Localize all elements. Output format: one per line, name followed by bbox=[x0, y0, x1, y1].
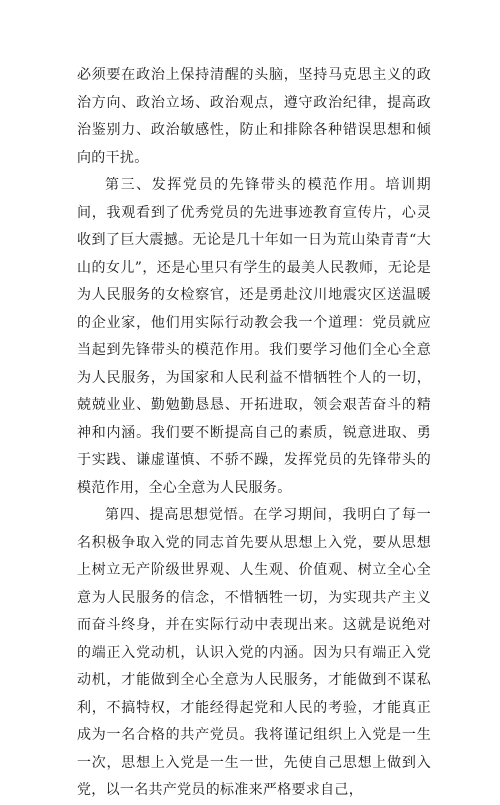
paragraph-third-vanguard-role: 第三、发挥党员的先锋带头的模范作用。培训期间，我观看到了优秀党员的先进事迹教育宣传片，心灵收到了巨大震撼。无论是几十年如一日为荒山染青青“大山的女儿”，还是心里只有学生的最美人民教师，无论是为人民服务的女检察官，还是勇赴汶川地震灾区送温暖的企业家，他们用实际行动教会我一个道理：党员就应当起到先锋带头的模范作用。我们要学习他们全心全意为人民服务，为国家和人民利益不惜牺牲个人的一切，兢兢业业、勤勉勤恳恳、开拓进取，领会艰苦奋斗的精神和内涵。我们要不断提高自己的素质，锐意进取、勇于实践、谦虚谨慎、不骄不躁，发挥党员的先锋带头的模范作用，全心全意为人民服务。 bbox=[77, 177, 431, 496]
paragraph-political-awareness: 必须要在政治上保持清醒的头脑，坚持马克思主义的政治方向、政治立场、政治观点，遵守政治纪律，提高政治鉴别力、政治敏感性，防止和排除各种错误思想和倾向的干扰。 bbox=[77, 67, 431, 166]
paragraph-fourth-ideological-awareness: 第四、提高思想觉悟。在学习期间，我明白了每一名积极争取入党的同志首先要从思想上入党，要从思想上树立无产阶级世界观、人生观、价值观、树立全心全意为人民服务的信念，不惜牺牲一切，为实现共产主义而奋斗终身，并在实际行动中表现出来。这就是说绝对的端正入党动机，认识入党的内涵。因为只有端正入党动机，才能做到全心全意为人民服务，才能做到不谋私利，不搞特权，才能经得起党和人民的考验，才能真正成为一名合格的共产党员。我将谨记组织上入党是一生一次，思想上入党是一生一世，先使自己思想上做到入党，以一名共产党员的标准来严格要求自己， bbox=[77, 507, 431, 798]
document-body bbox=[77, 62, 431, 805]
